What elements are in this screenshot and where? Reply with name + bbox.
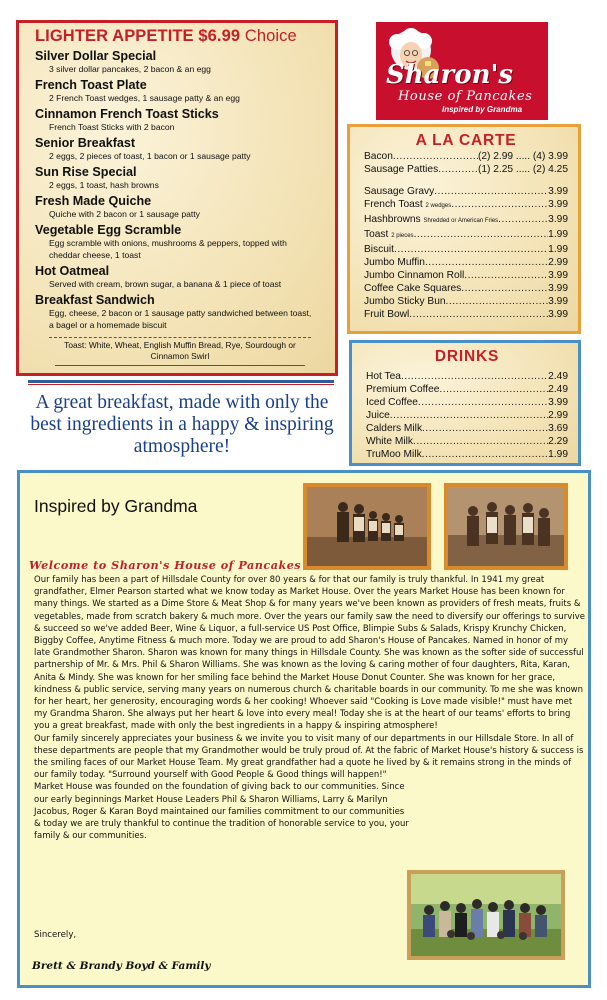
divider	[28, 380, 334, 383]
item-label: Toast	[364, 229, 389, 240]
menu-item-description: French Toast Sticks with 2 bacon	[49, 122, 175, 132]
welcome-heading: Welcome to Sharon's House of Pancakes	[29, 558, 302, 572]
menu-item-name: Hot Oatmeal	[35, 264, 110, 278]
item-label: Calders Milk	[366, 423, 423, 434]
item-price: 1.99	[548, 244, 568, 255]
price-row	[364, 163, 568, 176]
menu-item-name: Vegetable Egg Scramble	[35, 223, 182, 237]
menu-item-description: 3 silver dollar pancakes, 2 bacon & an egg	[49, 64, 211, 74]
leader-dots	[401, 370, 548, 383]
price-row	[364, 308, 568, 321]
menu-item-description: Egg scramble with onions, mushrooms & peppers, topped with cheddar cheese, 1 toast	[49, 238, 287, 260]
drinks-panel	[349, 340, 581, 466]
leader-dots	[439, 383, 548, 396]
price-row	[364, 295, 568, 308]
logo-tagline: Inspired by Grandma	[442, 105, 523, 114]
price-row	[366, 422, 568, 435]
divider	[28, 384, 334, 385]
menu-item-name: Silver Dollar Special	[35, 49, 157, 63]
tagline: A great breakfast, made with only the best ingredients in a happy & inspiring atmosphere!	[30, 392, 334, 457]
leader-dots	[414, 228, 549, 243]
item-note: 2 pieces	[391, 233, 414, 239]
signoff: Sincerely,	[34, 930, 77, 940]
item-label: Bacon	[364, 151, 393, 162]
price-row	[366, 370, 568, 383]
leader-dots	[422, 422, 548, 435]
item-price: 2.99	[548, 257, 568, 268]
leader-dots	[425, 256, 548, 269]
logo-subtitle: House of Pancakes	[398, 89, 533, 104]
price-row	[364, 243, 568, 256]
leader-dots	[498, 213, 548, 228]
item-price: 1.99	[548, 449, 568, 460]
lighter-appetite-title: LIGHTER APPETITE $6.99 Choice	[35, 27, 297, 45]
menu-item-name: French Toast Plate	[35, 78, 147, 92]
item-label: White Milk	[366, 436, 413, 447]
logo-wordmark: Sharon's	[386, 60, 514, 90]
divider	[55, 365, 305, 366]
price-row	[364, 198, 568, 213]
leader-dots	[394, 243, 548, 256]
menu-item-name: Cinnamon French Toast Sticks	[35, 107, 219, 121]
item-label: Jumbo Sticky Bun	[364, 296, 446, 307]
lighter-appetite-list	[35, 49, 325, 331]
item-label: Premium Coffee	[366, 384, 440, 395]
inspired-by-grandma-section	[17, 470, 591, 988]
item-price: 3.99	[548, 283, 568, 294]
item-label: Fruit Bowl	[364, 309, 410, 320]
leader-dots	[390, 409, 548, 422]
item-label: Biscuit	[364, 244, 395, 255]
item-price: 1.99	[548, 229, 568, 240]
meat-price-list	[364, 150, 568, 176]
price-row	[364, 228, 568, 243]
item-price: 3.99	[548, 309, 568, 320]
leader-dots	[393, 150, 478, 163]
family-story	[34, 574, 586, 842]
item-label: Hot Tea	[366, 371, 401, 382]
item-price: 3.99	[548, 270, 568, 281]
menu-item-description: Egg, cheese, 2 bacon or 1 sausage patty sandwiched between toast, a bagel or a homemade biscuit	[49, 308, 312, 330]
leader-dots	[438, 163, 478, 176]
item-price: 2.29	[548, 436, 568, 447]
item-note: Shredded or American Fries	[423, 218, 499, 224]
leader-dots	[418, 396, 548, 409]
menu-item-name: Sun Rise Special	[35, 165, 137, 179]
item-label: TruMoo Milk	[366, 449, 422, 460]
leader-dots	[413, 435, 548, 448]
family-photo-vintage	[444, 483, 568, 570]
story-paragraph: Our family has been a part of Hillsdale County for over 80 years & for that our family is truly thankful. In 1941 my great grandfather, Elmer Pearson started what we know today as Market House. Over the years Market House has been known for many things. We started as a Dime Store & Meat Shop & for many years we've been known as providers of fresh meats, fruits & vegetables, made from scratch bakery & much more. Over the years our family saw the need to diversify our offerings to survive & succeed so we've added Beer, Wine & Liquor, a full-service US Post Office, Blimpie Subs & Salads, Krispy Krunchy Chicken, Biggby Coffee, Anytime Fitness & much more. Today we are proud to add Sharon's House of Pancakes. Named in honor of my late Grandmother Sharon. Sharon was known for many things in Hillsdale County. She was known as the softer side of successful partnership of Mr. & Mrs. Phil & Sharon Williams. She was known as the loving & caring mother of four daughters, Rita, Karan, Anita & Mindy. She was known for her smiling face behind the Market House Donut Counter. She was known for her grace, kindness & public service, serving many years on numerous church & charitable boards in our community. To me she was known for her heart, her generosity, encouraging words & her cooking! Whoever said "Cooking is Love made visible!" must have met my Grandma Sharon. She always put her heart & love into every meal! Today she is at the heart of our teams' efforts to bring you a great breakfast, made with only the best ingredients in a happy & inspiring atmosphere!	[34, 575, 585, 732]
price-row	[366, 448, 568, 461]
price-row	[364, 213, 568, 228]
item-price: 3.99	[548, 186, 568, 197]
item-price: 2.49	[548, 371, 568, 382]
item-price: (1) 2.25 ..... (2) 4.25	[477, 164, 568, 175]
price-row	[366, 435, 568, 448]
leader-dots	[434, 185, 548, 198]
menu-item-description: Served with cream, brown sugar, a banana & 1 piece of toast	[49, 279, 282, 289]
item-price: 2.49	[548, 384, 568, 395]
a-la-carte-list	[364, 185, 568, 321]
family-photo-vintage	[303, 483, 431, 570]
toast-options-note: Toast: White, Wheat, English Muffin Bread, Rye, Sourdough or Cinnamon Swirl	[64, 340, 296, 361]
item-label: French Toast	[364, 199, 423, 210]
drinks-title: DRINKS	[434, 348, 500, 365]
item-price: 3.69	[548, 423, 568, 434]
menu-item-name: Fresh Made Quiche	[35, 194, 152, 208]
menu-item-name: Senior Breakfast	[35, 136, 136, 150]
item-price: 3.99	[548, 214, 568, 225]
item-price: 3.99	[548, 397, 568, 408]
drinks-list	[366, 370, 568, 461]
item-label: Sausage Gravy	[364, 186, 435, 197]
item-label: Coffee Cake Squares	[364, 283, 462, 294]
leader-dots	[446, 295, 549, 308]
sharons-logo	[376, 22, 548, 120]
price-row	[364, 282, 568, 295]
price-row	[366, 409, 568, 422]
item-price: (2) 2.99 ..... (4) 3.99	[477, 151, 568, 162]
leader-dots	[422, 448, 549, 461]
menu-item-description: 2 eggs, 1 toast, hash browns	[49, 180, 159, 190]
item-label: Jumbo Cinnamon Roll	[364, 270, 465, 281]
price-row	[366, 396, 568, 409]
menu-item-name: Breakfast Sandwich	[35, 293, 155, 307]
item-label: Iced Coffee	[366, 397, 418, 408]
price-row	[366, 383, 568, 396]
signature: Brett & Brandy Boyd & Family	[32, 960, 211, 972]
item-label: Juice	[366, 410, 390, 421]
item-price: 3.99	[548, 199, 568, 210]
lighter-appetite-panel	[16, 20, 338, 376]
item-label: Jumbo Muffin	[364, 257, 425, 268]
menu-item-description: 2 French Toast wedges, 1 sausage patty & an egg	[49, 93, 240, 103]
menu-item-description: Quiche with 2 bacon or 1 sausage patty	[49, 209, 200, 219]
item-note: 2 wedges	[425, 203, 452, 209]
a-la-carte-title: A LA CARTE	[415, 132, 517, 149]
leader-dots	[464, 269, 548, 282]
section-heading: Inspired by Grandma	[34, 496, 198, 516]
story-paragraph: Our family sincerely appreciates your business & we invite you to visit many of our departments in our Hillsdale Store. In all of these departments are people that my Grandmother would be truly proud of. At the fabric of Market House's history & success is the smiling faces of our Market House Team. My great grandfather had a quote he lived by & it remains strong in the minds of our family today. "Surround yourself with Good People & Good things will happen!"	[34, 733, 584, 781]
item-price: 3.99	[548, 296, 568, 307]
price-row	[364, 269, 568, 282]
a-la-carte-panel	[347, 124, 581, 334]
item-label: Hashbrowns	[364, 214, 421, 225]
price-row	[364, 256, 568, 269]
leader-dots	[409, 308, 548, 321]
item-price: 2.99	[548, 410, 568, 421]
item-label: Sausage Patties	[364, 164, 439, 175]
leader-dots	[461, 282, 548, 295]
leader-dots	[451, 198, 548, 213]
price-row	[364, 185, 568, 198]
family-photo-color	[407, 870, 565, 960]
story-paragraph: Market House was founded on the foundation of giving back to our communities. Since our early beginnings Market House Leaders Phil & Sharon Williams, Larry & Marilyn Jacobus, Roger & Karan Boyd maintained our families commitment to our communities & today we are truly thankful to continue the tradition of honorable service to you, your family & our communities.	[34, 782, 409, 842]
price-row	[364, 150, 568, 163]
menu-item-description: 2 eggs, 2 pieces of toast, 1 bacon or 1 sausage patty	[49, 151, 251, 161]
